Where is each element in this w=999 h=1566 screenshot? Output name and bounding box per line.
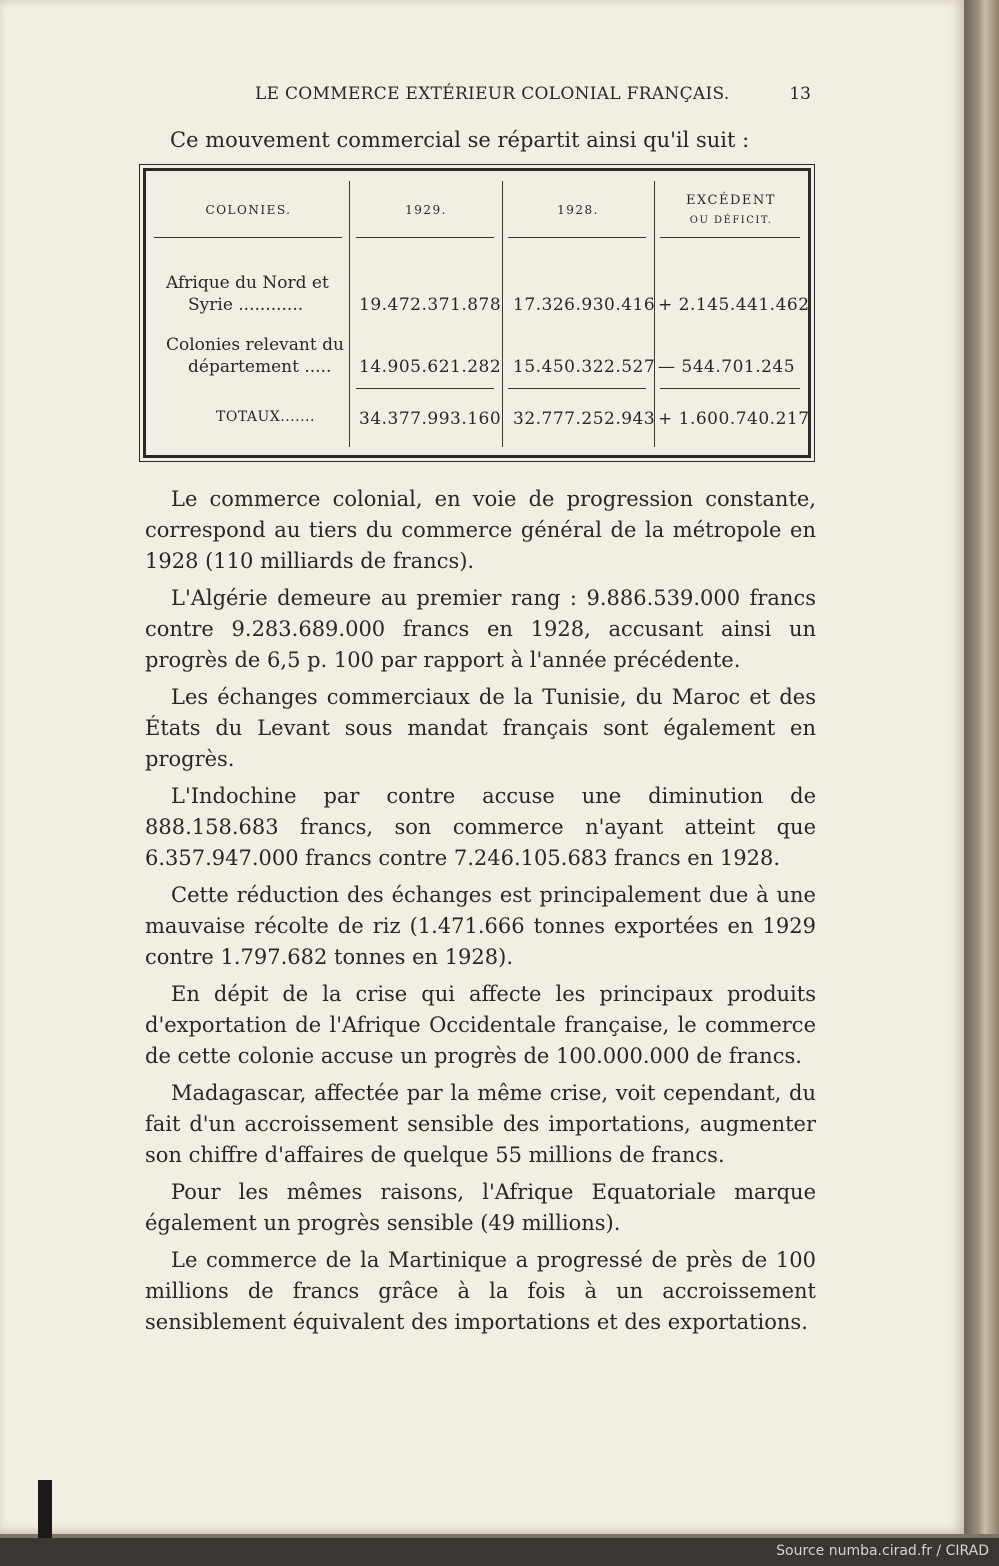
page-number: 13 — [789, 84, 811, 104]
header-rule — [660, 237, 800, 238]
row-label-line1: Afrique du Nord et — [166, 273, 329, 293]
paragraph: Pour les mêmes raisons, l'Afrique Equatoriale marque également un progrès sensible (49 millions). — [145, 1180, 816, 1235]
header-1928: 1928. — [557, 203, 599, 217]
row-label-line2: département ..... — [188, 357, 332, 377]
header-rule — [154, 237, 342, 238]
column-divider — [502, 181, 503, 447]
paragraph: Madagascar, affectée par la même crise, voit cependant, du fait d'un accroissement sensible des importations, augmenter son chiffre d'affaires de quelque 55 millions de francs. — [145, 1081, 816, 1167]
total-diff: + 1.600.740.217 — [658, 409, 810, 429]
running-header — [145, 80, 817, 110]
paragraph: En dépit de la crise qui affecte les principaux produits d'exportation de l'Afrique Occidentale française, le commerce de cette colonie accuse un progrès de 100.000.000 de francs. — [145, 982, 816, 1068]
paragraph: Le commerce colonial, en voie de progression constante, correspond au tiers du commerce général de la métropole en 1928 (110 milliards de francs). — [145, 487, 816, 573]
intro-sentence: Ce mouvement commercial se répartit ainsi qu'il suit : — [170, 128, 750, 152]
total-rule — [508, 388, 646, 389]
total-rule — [356, 388, 494, 389]
paragraph: L'Algérie demeure au premier rang : 9.886.539.000 francs contre 9.283.689.000 francs en 1928, accusant ainsi un progrès de 6,5 p. 100 par rapport à l'année précédente. — [145, 586, 816, 672]
book-page-edges — [964, 0, 999, 1534]
header-rule — [508, 237, 646, 238]
header-1929: 1929. — [405, 203, 447, 217]
paragraph: Cette réduction des échanges est principalement due à une mauvaise récolte de riz (1.471.666 tonnes exportées en 1929 contre 1.797.682 tonnes en 1928). — [145, 883, 816, 969]
cell-1929: 19.472.371.878 — [359, 295, 502, 315]
cell-1928: 15.450.322.527 — [513, 357, 656, 377]
paragraph: Les échanges commerciaux de la Tunisie, du Maroc et des États du Levant sous mandat français sont également en progrès. — [145, 685, 816, 771]
column-divider — [349, 181, 350, 447]
paragraph: Le commerce de la Martinique a progressé de près de 100 millions de francs grâce à la fois à un accroissement sensiblement équivalent des importations et des exportations. — [145, 1248, 816, 1334]
header-rule — [356, 237, 494, 238]
bookmark-ribbon — [38, 1480, 52, 1538]
body-text — [145, 484, 816, 1344]
row-label-line1: Colonies relevant du — [166, 335, 344, 355]
header-deficit: OU DÉFICIT. — [689, 215, 773, 226]
paragraph: L'Indochine par contre accuse une diminution de 888.158.683 francs, son commerce n'ayant atteint que 6.357.947.000 francs contre 7.246.105.683 francs en 1928. — [145, 784, 816, 870]
cell-1929: 14.905.621.282 — [359, 357, 502, 377]
header-excedent: EXCÉDENT — [686, 193, 776, 208]
source-credit: Source numba.cirad.fr / CIRAD — [776, 1543, 989, 1559]
row-label-line2: Syrie ............ — [188, 295, 304, 315]
total-label: TOTAUX....... — [216, 409, 315, 425]
total-1928: 32.777.252.943 — [513, 409, 656, 429]
cell-diff: + 2.145.441.462 — [658, 295, 810, 315]
header-colonies: COLONIES. — [205, 203, 292, 217]
total-rule — [660, 388, 800, 389]
trade-table — [143, 168, 811, 458]
header-title: LE COMMERCE EXTÉRIEUR COLONIAL FRANÇAIS. — [255, 84, 730, 104]
cell-diff: — 544.701.245 — [658, 357, 796, 377]
cell-1928: 17.326.930.416 — [513, 295, 656, 315]
total-1929: 34.377.993.160 — [359, 409, 502, 429]
